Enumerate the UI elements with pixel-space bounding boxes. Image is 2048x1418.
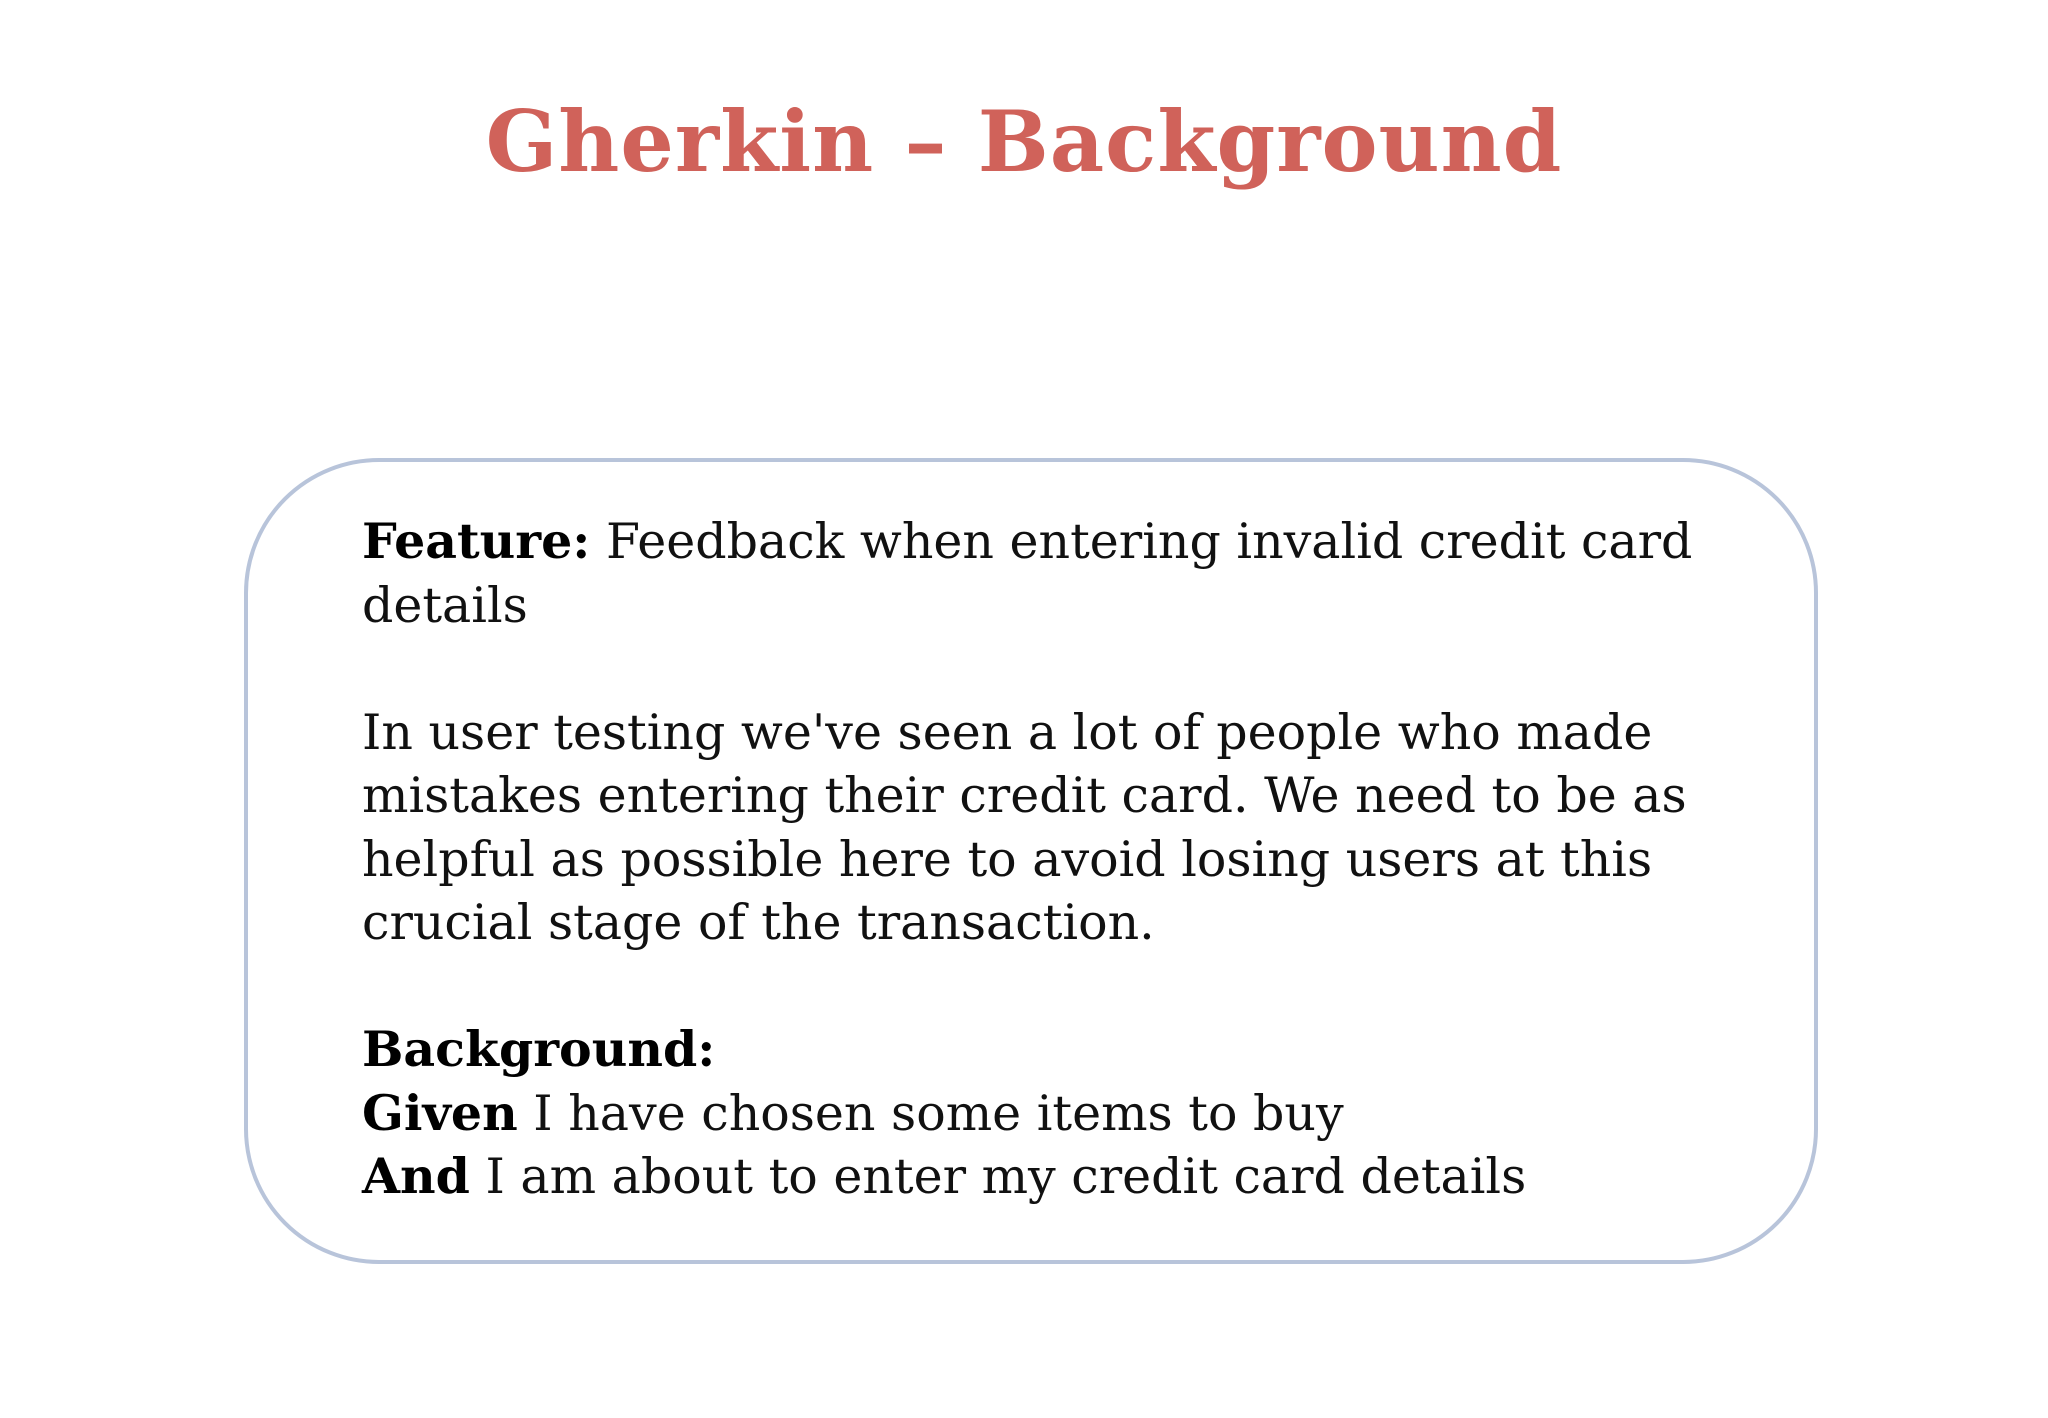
feature-description: Feedback when entering invalid credit card details: [362, 513, 1693, 634]
step-text: I am about to enter my credit card details: [469, 1148, 1527, 1205]
feature-line: [362, 510, 1742, 637]
feature-keyword: Feature:: [362, 512, 591, 570]
background-heading: [362, 1018, 1742, 1082]
feature-card: [244, 458, 1818, 1264]
background-keyword: Background:: [362, 1020, 716, 1078]
step-text: I have chosen some items to buy: [517, 1084, 1344, 1142]
gherkin-text: [362, 510, 1742, 1209]
step-line: [362, 1082, 1742, 1146]
step-line: [362, 1145, 1742, 1209]
feature-narrative: In user testing we've seen a lot of people who made mistakes entering their credit card. We need to be as helpful as possible here to avoid losing users at this crucial stage of the transaction.: [362, 703, 1687, 951]
spacer: [362, 955, 1742, 1019]
spacer: [362, 637, 1742, 701]
step-keyword: And: [362, 1147, 470, 1205]
slide-title: Gherkin – Background: [485, 92, 1563, 191]
step-keyword: Given: [362, 1083, 518, 1142]
